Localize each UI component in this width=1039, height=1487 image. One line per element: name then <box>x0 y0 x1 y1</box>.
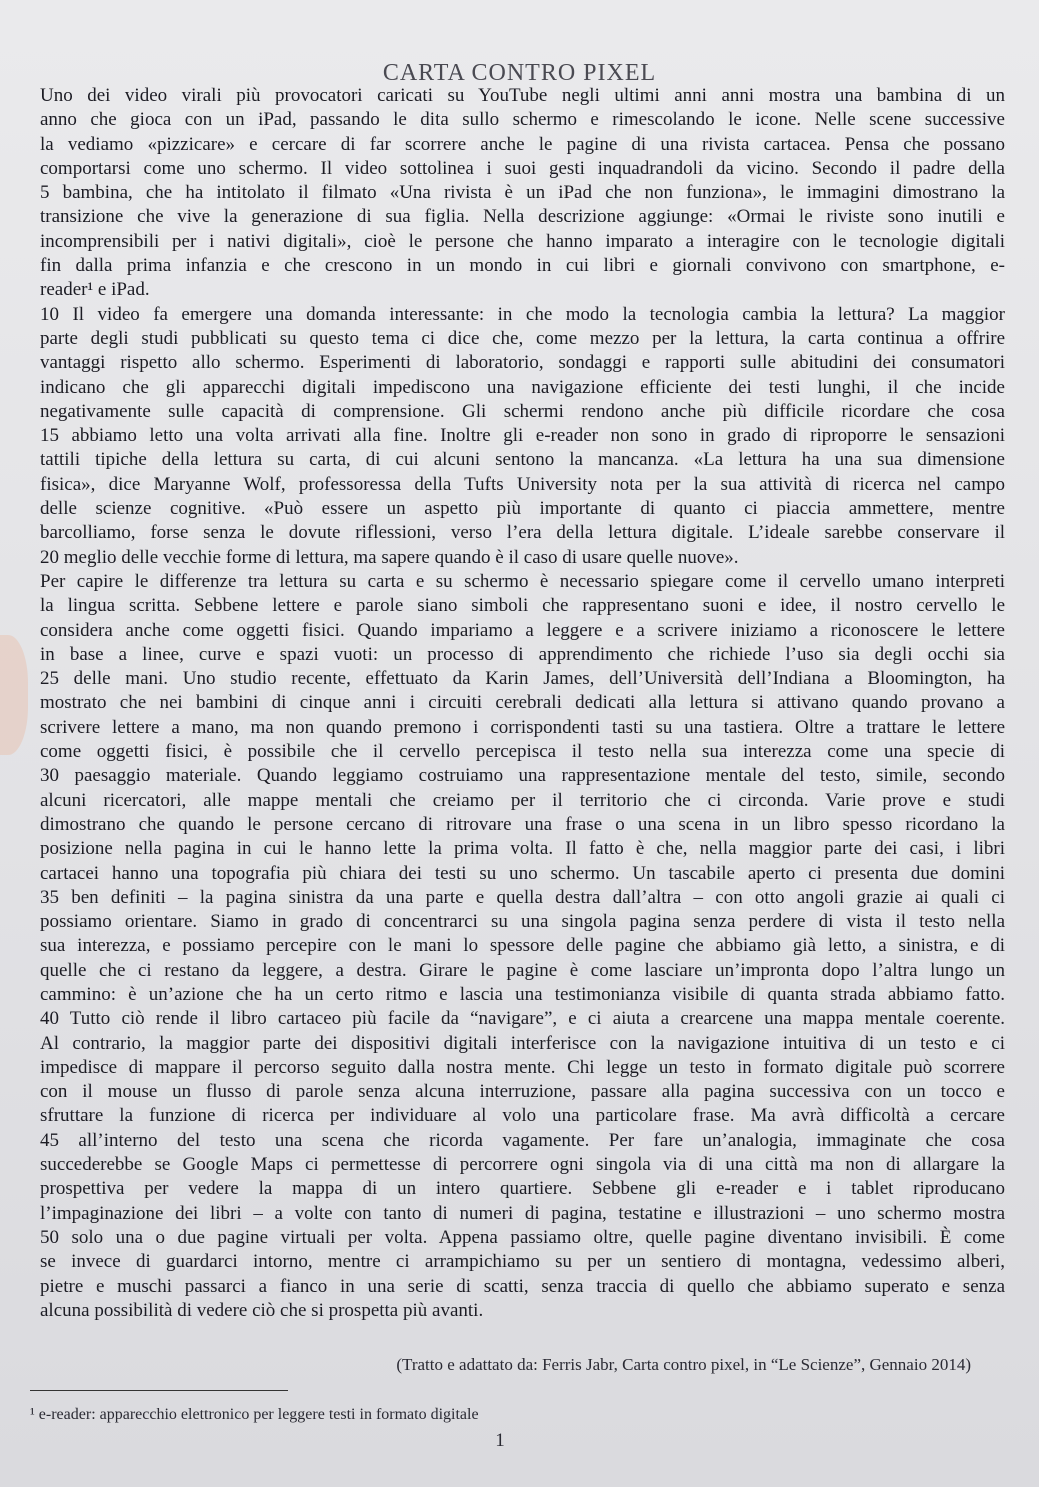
text-line: vantaggi rispetto allo schermo. Esperimenti di laboratorio, sondaggi e rapporti sulle abitudini dei consumatori <box>40 352 1005 374</box>
text-line: Al contrario, la maggior parte dei dispositivi digitali interferisce con la navigazione intuitiva di un testo e ci <box>40 1032 1005 1054</box>
footnote: ¹ e-reader: apparecchio elettronico per leggere testi in formato digitale <box>30 1406 479 1423</box>
text-line: cammino: è un’azione che ha un certo ritmo e lascia una testimonianza visibile di quanta strada abbiamo fatto. <box>40 983 1005 1005</box>
text-line: anno che gioca con un iPad, passando le dita sullo schermo e rimescolando le icone. Nelle scene successive <box>40 109 1005 131</box>
text-line: sfruttare la funzione di ricerca per individuare al volo una particolare frase. Ma avrà difficoltà a cercare <box>40 1105 1005 1127</box>
text-line: prospettiva per vedere la mappa di un intero quartiere. Sebbene gli e-reader e i tablet riproducano <box>40 1178 1005 1200</box>
text-line: alcuni ricercatori, alle mappe mentali che creiamo per il territorio che ci circonda. Varie prove e studi <box>40 789 1005 811</box>
text-line: Per capire le differenze tra lettura su carta e su schermo è necessario spiegare come il cervello umano interpreti <box>40 570 1005 592</box>
text-line: 30 paesaggio materiale. Quando leggiamo costruiamo una rappresentazione mentale del testo, simile, secondo <box>40 765 1005 787</box>
text-line: barcolliamo, forse senza le dovute riflessioni, verso l’era della lettura digitale. L’ideale sarebbe conservare il <box>40 522 1005 544</box>
text-line: 15 abbiamo letto una volta arrivati alla fine. Inoltre gli e-reader non sono in grado di riproporre le sensazioni <box>40 425 1005 447</box>
text-line: possiamo orientare. Siamo in grado di concentrarci su una singola pagina senza perdere di vista il testo nella <box>40 911 1005 933</box>
source-citation: (Tratto e adattato da: Ferris Jabr, Carta contro pixel, in “Le Scienze”, Gennaio 2014) <box>396 1355 971 1374</box>
text-line: alcuna possibilità di vedere ciò che si prospetta più avanti. <box>40 1299 484 1321</box>
text-line: l’impaginazione dei libri – a volte con tanto di numeri di pagina, testatine e illustrazioni – uno schermo mostra <box>40 1202 1005 1224</box>
text-line: 25 delle mani. Uno studio recente, effettuato da Karin James, dell’Università dell’Indiana a Bloomington, ha <box>40 668 1005 690</box>
text-line: fin dalla prima infanzia e che crescono in un mondo in cui libri e giornali convivono con smartphone, e- <box>40 255 1005 277</box>
text-line: la vediamo «pizzicare» e cercare di far scorrere anche le pagine di una rivista cartacea. Pensa che possano <box>40 133 1005 155</box>
page-number: 1 <box>495 1430 505 1451</box>
text-line: transizione che vive la generazione di sua figlia. Nella descrizione aggiunge: «Ormai le riviste sono inutili e <box>40 206 1005 228</box>
text-line: fisica», dice Maryanne Wolf, professoressa della Tufts University nota per la sua attività di ricerca nel campo <box>40 473 1005 495</box>
text-line: 40 Tutto ciò rende il libro cartaceo più facile da “navigare”, e ci aiuta a crearcene una mappa mentale coerente. <box>40 1008 1005 1030</box>
text-line: 45 all’interno del testo una scena che ricorda vagamente. Per fare un’analogia, immaginate che cosa <box>40 1129 1005 1151</box>
text-line: 10 Il video fa emergere una domanda interessante: in che modo la tecnologia cambia la lettura? La maggior <box>40 303 1005 325</box>
text-line: negativamente sulle capacità di comprensione. Gli schermi rendono anche più difficile ricordare che cosa <box>40 400 1005 422</box>
text-line: 50 solo una o due pagine virtuali per volta. Appena passiamo oltre, quelle pagine diventano invisibili. È come <box>40 1226 1005 1248</box>
text-line: con il mouse un flusso di parole senza alcuna interruzione, passare alla pagina successiva con un tocco e <box>40 1081 1005 1103</box>
article-body <box>40 84 1005 1323</box>
text-line: se invece di guardarci intorno, mentre ci arrampichiamo su per un sentiero di montagna, vedessimo alberi, <box>40 1251 1005 1273</box>
footnote-divider <box>30 1390 288 1391</box>
text-line: 5 bambina, che ha intitolato il filmato «Una rivista è un iPad che non funziona», le immagini dimostrano la <box>40 182 1005 204</box>
text-line: come oggetti fisici, è possibile che il cervello percepisca il testo nella sua interezza come una specie di <box>40 741 1005 763</box>
text-line: la lingua scritta. Sebbene lettere e parole siano simboli che rappresentano suoni e idee, il nostro cervello le <box>40 595 1005 617</box>
text-line: scrivere lettere a mano, ma non quando premono i corrispondenti tasti su una tastiera. Oltre a trattare le lettere <box>40 716 1005 738</box>
text-line: comportarsi come uno schermo. Il video sottolinea i suoi gesti inquadrandoli da vicino. Secondo il padre della <box>40 157 1005 179</box>
text-line: delle scienze cognitive. «Può essere un aspetto più importante di quanto ci piaccia ammettere, mentre <box>40 498 1005 520</box>
text-line: tattili tipiche della lettura su carta, di cui alcuni sentono la mancanza. «La lettura ha una sua dimensione <box>40 449 1005 471</box>
text-line: considera anche come oggetti fisici. Quando impariamo a leggere e a scrivere iniziamo a riconoscere le lettere <box>40 619 1005 641</box>
text-line: indicano che gli apparecchi digitali impediscono una navigazione efficiente dei testi lunghi, il che incide <box>40 376 1005 398</box>
article-title: CARTA CONTRO PIXEL <box>382 60 657 86</box>
text-line: incomprensibili per i nativi digitali», cioè le persone che hanno imparato a interagire con le tecnologie digitali <box>40 230 1005 252</box>
text-line: 20 meglio delle vecchie forme di lettura, ma sapere quando è il caso di usare quelle nuove». <box>40 546 739 568</box>
text-line: mostrato che nei bambini di cinque anni i circuiti cerebrali dedicati alla lettura si attivano quando provano a <box>40 692 1005 714</box>
text-line: cartacei hanno una topografia più chiara dei testi su uno schermo. Un tascabile aperto ci presenta due domini <box>40 862 1005 884</box>
text-line: succederebbe se Google Maps ci permettesse di percorrere ogni singola via di una città ma non di allargare la <box>40 1154 1005 1176</box>
text-line: Uno dei video virali più provocatori caricati su YouTube negli ultimi anni anni mostra una bambina di un <box>40 85 1005 106</box>
text-line: pietre e muschi passarci a fianco in una serie di scatti, senza traccia di quello che abbiamo superato e senza <box>40 1275 1005 1297</box>
text-line: parte degli studi pubblicati su questo tema ci dice che, come mezzo per la lettura, la carta continua a offrire <box>40 327 1005 349</box>
text-line: impedisce di mappare il percorso seguito dalla nostra mente. Chi legge un testo in formato digitale può scorrere <box>40 1056 1005 1078</box>
text-line: dimostrano che quando le persone cercano di ritrovare una frase o una scena in un libro spesso ricordano la <box>40 813 1005 835</box>
text-line: quelle che ci restano da leggere, a destra. Girare le pagine è come lasciare un’impronta dopo l’altra lungo un <box>40 959 1005 981</box>
text-line: sua interezza, e possiamo percepire con le mani lo spessore delle pagine che abbiamo già letto, a sinistra, e di <box>40 935 1005 957</box>
text-line: posizione nella pagina in cui le hanno lette la prima volta. Il fatto è che, nella maggior parte dei casi, i libri <box>40 838 1005 860</box>
text-line: 35 ben definiti – la pagina sinistra da una parte e quella destra dall’altra – con otto angoli grazie ai quali ci <box>40 886 1005 908</box>
text-line: reader¹ e iPad. <box>40 279 150 301</box>
finger-shadow <box>0 635 28 755</box>
text-line: in base a linee, curve e spazi vuoti: un processo di apprendimento che richiede l’uso sia degli occhi sia <box>40 643 1005 665</box>
